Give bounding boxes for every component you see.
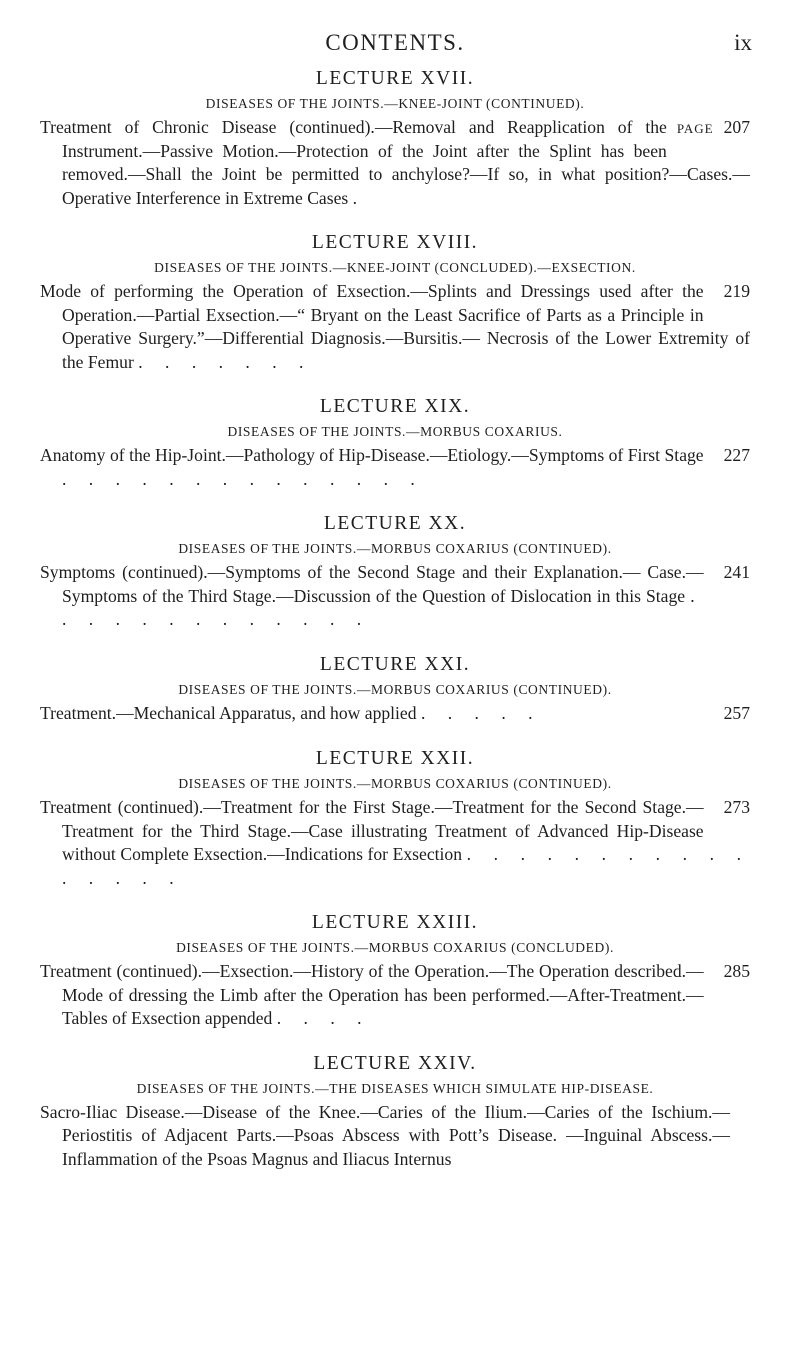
lecture-title: LECTURE XXIV. <box>313 1052 477 1074</box>
lecture-entry <box>40 232 750 374</box>
page-reference <box>714 561 750 586</box>
leader-dots: . . . . . <box>420 702 542 723</box>
lecture-description: Anatomy of the Hip-Joint.—Pathology of Hip-Disease.—Etiology.—Symptoms of First Stage <box>40 445 704 465</box>
lecture-entry <box>40 68 750 210</box>
page-reference <box>714 702 750 727</box>
lecture-entry <box>40 748 750 890</box>
page-reference <box>714 960 750 985</box>
lecture-subtitle: DISEASES OF THE JOINTS.—MORBUS COXARIUS (CONTINUED). <box>178 541 612 556</box>
lecture-description: Treatment (continued).—Treatment for the First Stage.—Treatment for the Second Stage.—Treatment for the Third Stage.—Case illustrating Treatment of Advanced Hip-Disease without Complete Exsection.—Indications for Exsection <box>40 797 704 864</box>
page-reference <box>740 1101 750 1126</box>
lecture-description: Mode of performing the Operation of Exsection.—Splints and Dressings used after the Operation.—Partial Exsection.—“ Bryant on the Least Sacrifice of Parts as a Principle in Operative Surgery.”—Differential Diagnosis.—Bursitis.— Necrosis of the Lower Extremity of the Femur <box>40 281 750 372</box>
leader-dots: . <box>352 187 367 208</box>
page-number: ix <box>734 30 752 55</box>
page-ref-number: 207 <box>723 117 750 137</box>
lecture-description: Symptoms (continued).—Symptoms of the Second Stage and their Explanation.— Case.—Symptoms of the Third Stage.—Discussion of the Question of Dislocation in this Stage <box>40 562 704 606</box>
lecture-subtitle: DISEASES OF THE JOINTS.—KNEE-JOINT (CONCLUDED).—EXSECTION. <box>154 260 636 275</box>
lecture-entry <box>40 513 750 632</box>
lecture-entry <box>40 912 750 1031</box>
lecture-title: LECTURE XX. <box>323 513 467 534</box>
running-head <box>40 0 750 64</box>
page-reference <box>677 116 750 141</box>
page-ref-number: 273 <box>723 797 750 817</box>
lecture-body <box>40 116 750 210</box>
lecture-body <box>40 796 750 890</box>
lecture-body <box>40 280 750 374</box>
lecture-entry <box>40 396 750 491</box>
lecture-title: LECTURE XXIII. <box>311 912 479 933</box>
page-label: PAGE <box>676 121 714 136</box>
lecture-title: LECTURE XVII. <box>315 68 475 89</box>
lecture-description: Treatment (continued).—Exsection.—History of the Operation.—The Operation described.—Mode of dressing the Limb after the Operation has been performed.—After-Treatment.—Tables of Exsection appended <box>40 961 704 1028</box>
lecture-subtitle: DISEASES OF THE JOINTS.—MORBUS COXARIUS. <box>227 424 563 439</box>
lecture-subtitle: DISEASES OF THE JOINTS.—MORBUS COXARIUS (CONTINUED). <box>178 776 612 791</box>
lecture-subtitle: DISEASES OF THE JOINTS.—MORBUS COXARIUS (CONCLUDED). <box>176 940 614 955</box>
leader-dots: . . . . . . . <box>138 351 313 372</box>
lecture-title: LECTURE XIX. <box>319 396 471 417</box>
lecture-body <box>40 702 750 727</box>
page-ref-number: 219 <box>723 281 750 301</box>
running-title: CONTENTS. <box>325 30 465 55</box>
lecture-list <box>40 68 750 1171</box>
lecture-subtitle: DISEASES OF THE JOINTS.—MORBUS COXARIUS (CONTINUED). <box>178 681 612 697</box>
lecture-title: LECTURE XXII. <box>315 748 475 769</box>
lecture-body <box>40 1101 750 1172</box>
page-ref-number: 285 <box>723 961 750 981</box>
page-reference <box>714 280 750 305</box>
lecture-body <box>40 960 750 1031</box>
page-ref-number: 257 <box>723 702 750 723</box>
lecture-description: Treatment.—Mechanical Apparatus, and how applied <box>40 702 417 723</box>
leader-dots: . . . . . . . . . . . . . . <box>62 468 424 489</box>
page-reference <box>714 796 750 821</box>
lecture-body <box>40 444 750 491</box>
lecture-subtitle: DISEASES OF THE JOINTS.—KNEE-JOINT (CONTINUED). <box>205 96 585 111</box>
leader-dots: . . . . <box>276 1008 371 1028</box>
lecture-title: LECTURE XXI. <box>319 653 471 675</box>
page-ref-number: 227 <box>723 445 750 465</box>
lecture-description: Sacro-Iliac Disease.—Disease of the Knee.—Caries of the Ilium.—Caries of the Ischium.—Periostitis of Adjacent Parts.—Psoas Abscess with Pott’s Disease. —Inguinal Abscess.—Inflammation of the Psoas Magnus and Iliacus Internus <box>40 1101 730 1169</box>
page-ref-number: 241 <box>723 562 750 582</box>
lecture-body <box>40 561 750 632</box>
page-reference <box>714 444 750 469</box>
leader-dots: . . . . . . . . . . . . . . . . <box>62 844 751 888</box>
lecture-title: LECTURE XVIII. <box>311 232 479 253</box>
lecture-description: Treatment of Chronic Disease (continued).—Removal and Reapplication of the Instrument.—Passive Motion.—Protection of the Joint after the Splint has been removed.—Shall the Joint be permitted to anchylose?—If so, in what position?—Cases.—Operative Interference in Extreme Cases <box>40 117 750 208</box>
leader-dots: . . . . . . . . . . . . . <box>62 585 704 629</box>
lecture-entry <box>40 1053 750 1172</box>
lecture-subtitle: DISEASES OF THE JOINTS.—THE DISEASES WHICH SIMULATE HIP-DISEASE. <box>136 1080 654 1096</box>
lecture-entry <box>40 654 750 727</box>
